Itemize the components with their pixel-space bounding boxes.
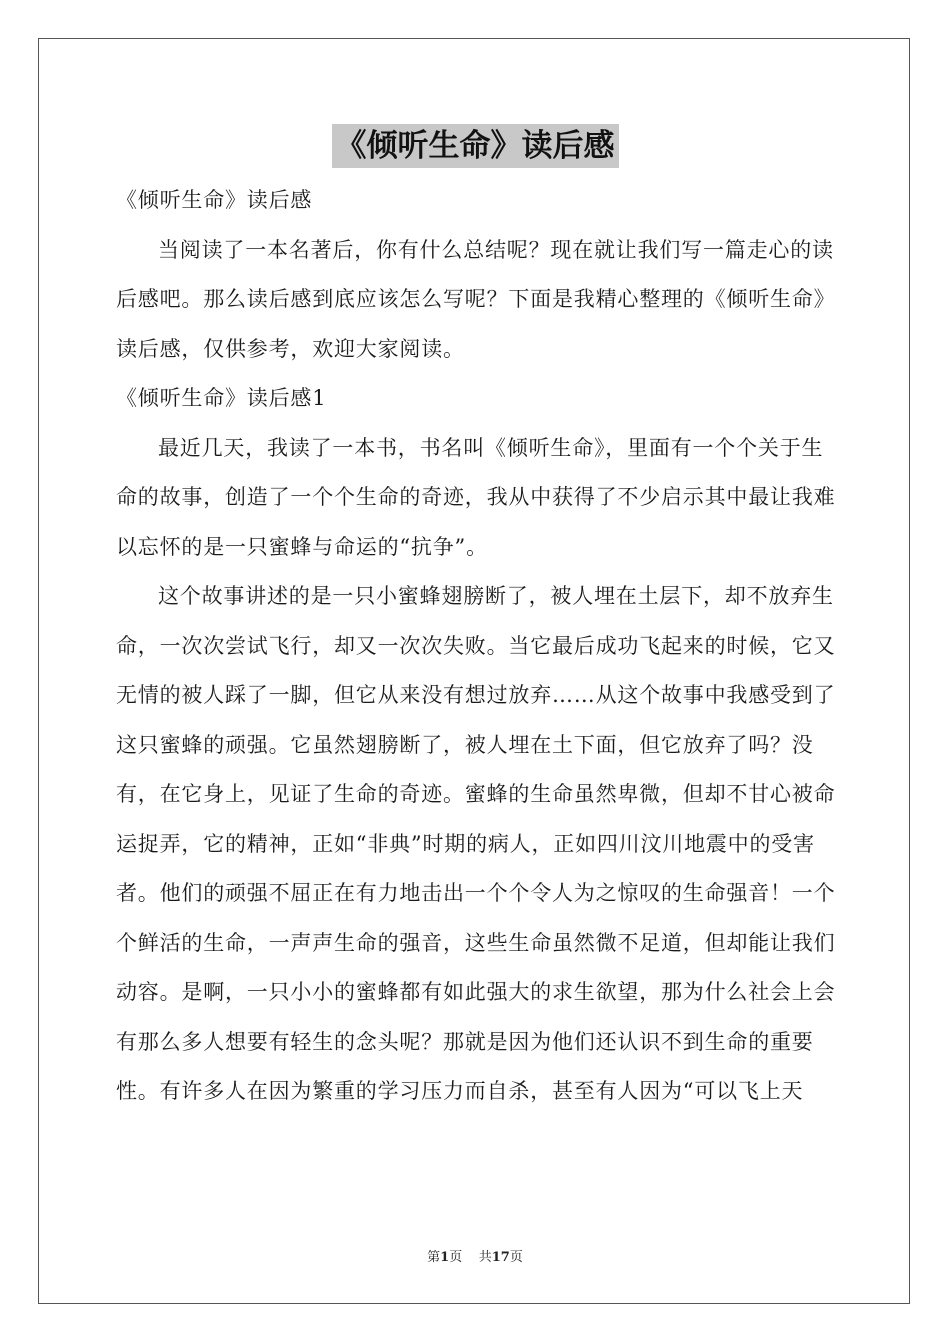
- total-prefix: 共: [478, 1250, 492, 1265]
- page-current: 1: [440, 1250, 450, 1265]
- section-heading: 《倾听生命》读后感1: [116, 386, 327, 410]
- intro-paragraph: 当阅读了一本名著后，你有什么总结呢？现在就让我们写一篇走心的读后感吧。那么读后感到底应该怎么写呢？下面是我精心整理的《倾听生命》读后感，仅供参考，欢迎大家阅读。: [116, 237, 836, 361]
- document-title: 《倾听生命》读后感: [332, 124, 619, 168]
- page-suffix: 页: [449, 1250, 463, 1265]
- document-body: [116, 176, 836, 1117]
- total-suffix: 页: [509, 1250, 523, 1265]
- page-total: 17: [491, 1250, 510, 1265]
- page-prefix: 第: [427, 1250, 441, 1265]
- body-paragraph-2: 这个故事讲述的是一只小蜜蜂翅膀断了，被人埋在土层下，却不放弃生命，一次次尝试飞行，却又一次次失败。当它最后成功飞起来的时候，它又无情的被人踩了一脚，但它从来没有想过放弃……从这个故事中我感受到了这只蜜蜂的顽强。它虽然翅膀断了，被人埋在土下面，但它放弃了吗？没有，在它身上，见证了生命的奇迹。蜜蜂的生命虽然卑微，但却不甘心被命运捉弄，它的精神，正如“非典”时期的病人，正如四川汶川地震中的受害者。他们的顽强不屈正在有力地击出一个个令人为之惊叹的生命强音！一个个鲜活的生命，一声声生命的强音，这些生命虽然微不足道，但却能让我们动容。是啊，一只小小的蜜蜂都有如此强大的求生欲望，那为什么社会上会有那么多人想要有轻生的念头呢？那就是因为他们还认识不到生命的重要性。有许多人在因为繁重的学习压力而自杀，甚至有人因为“可以飞上天: [116, 584, 836, 1103]
- document-subtitle: 《倾听生命》读后感: [116, 188, 313, 212]
- title-wrapper: [0, 124, 950, 168]
- page-footer: [0, 1246, 950, 1265]
- body-paragraph-1: 最近几天，我读了一本书，书名叫《倾听生命》，里面有一个个关于生命的故事，创造了一个个生命的奇迹，我从中获得了不少启示其中最让我难以忘怀的是一只蜜蜂与命运的“抗争”。: [116, 435, 836, 559]
